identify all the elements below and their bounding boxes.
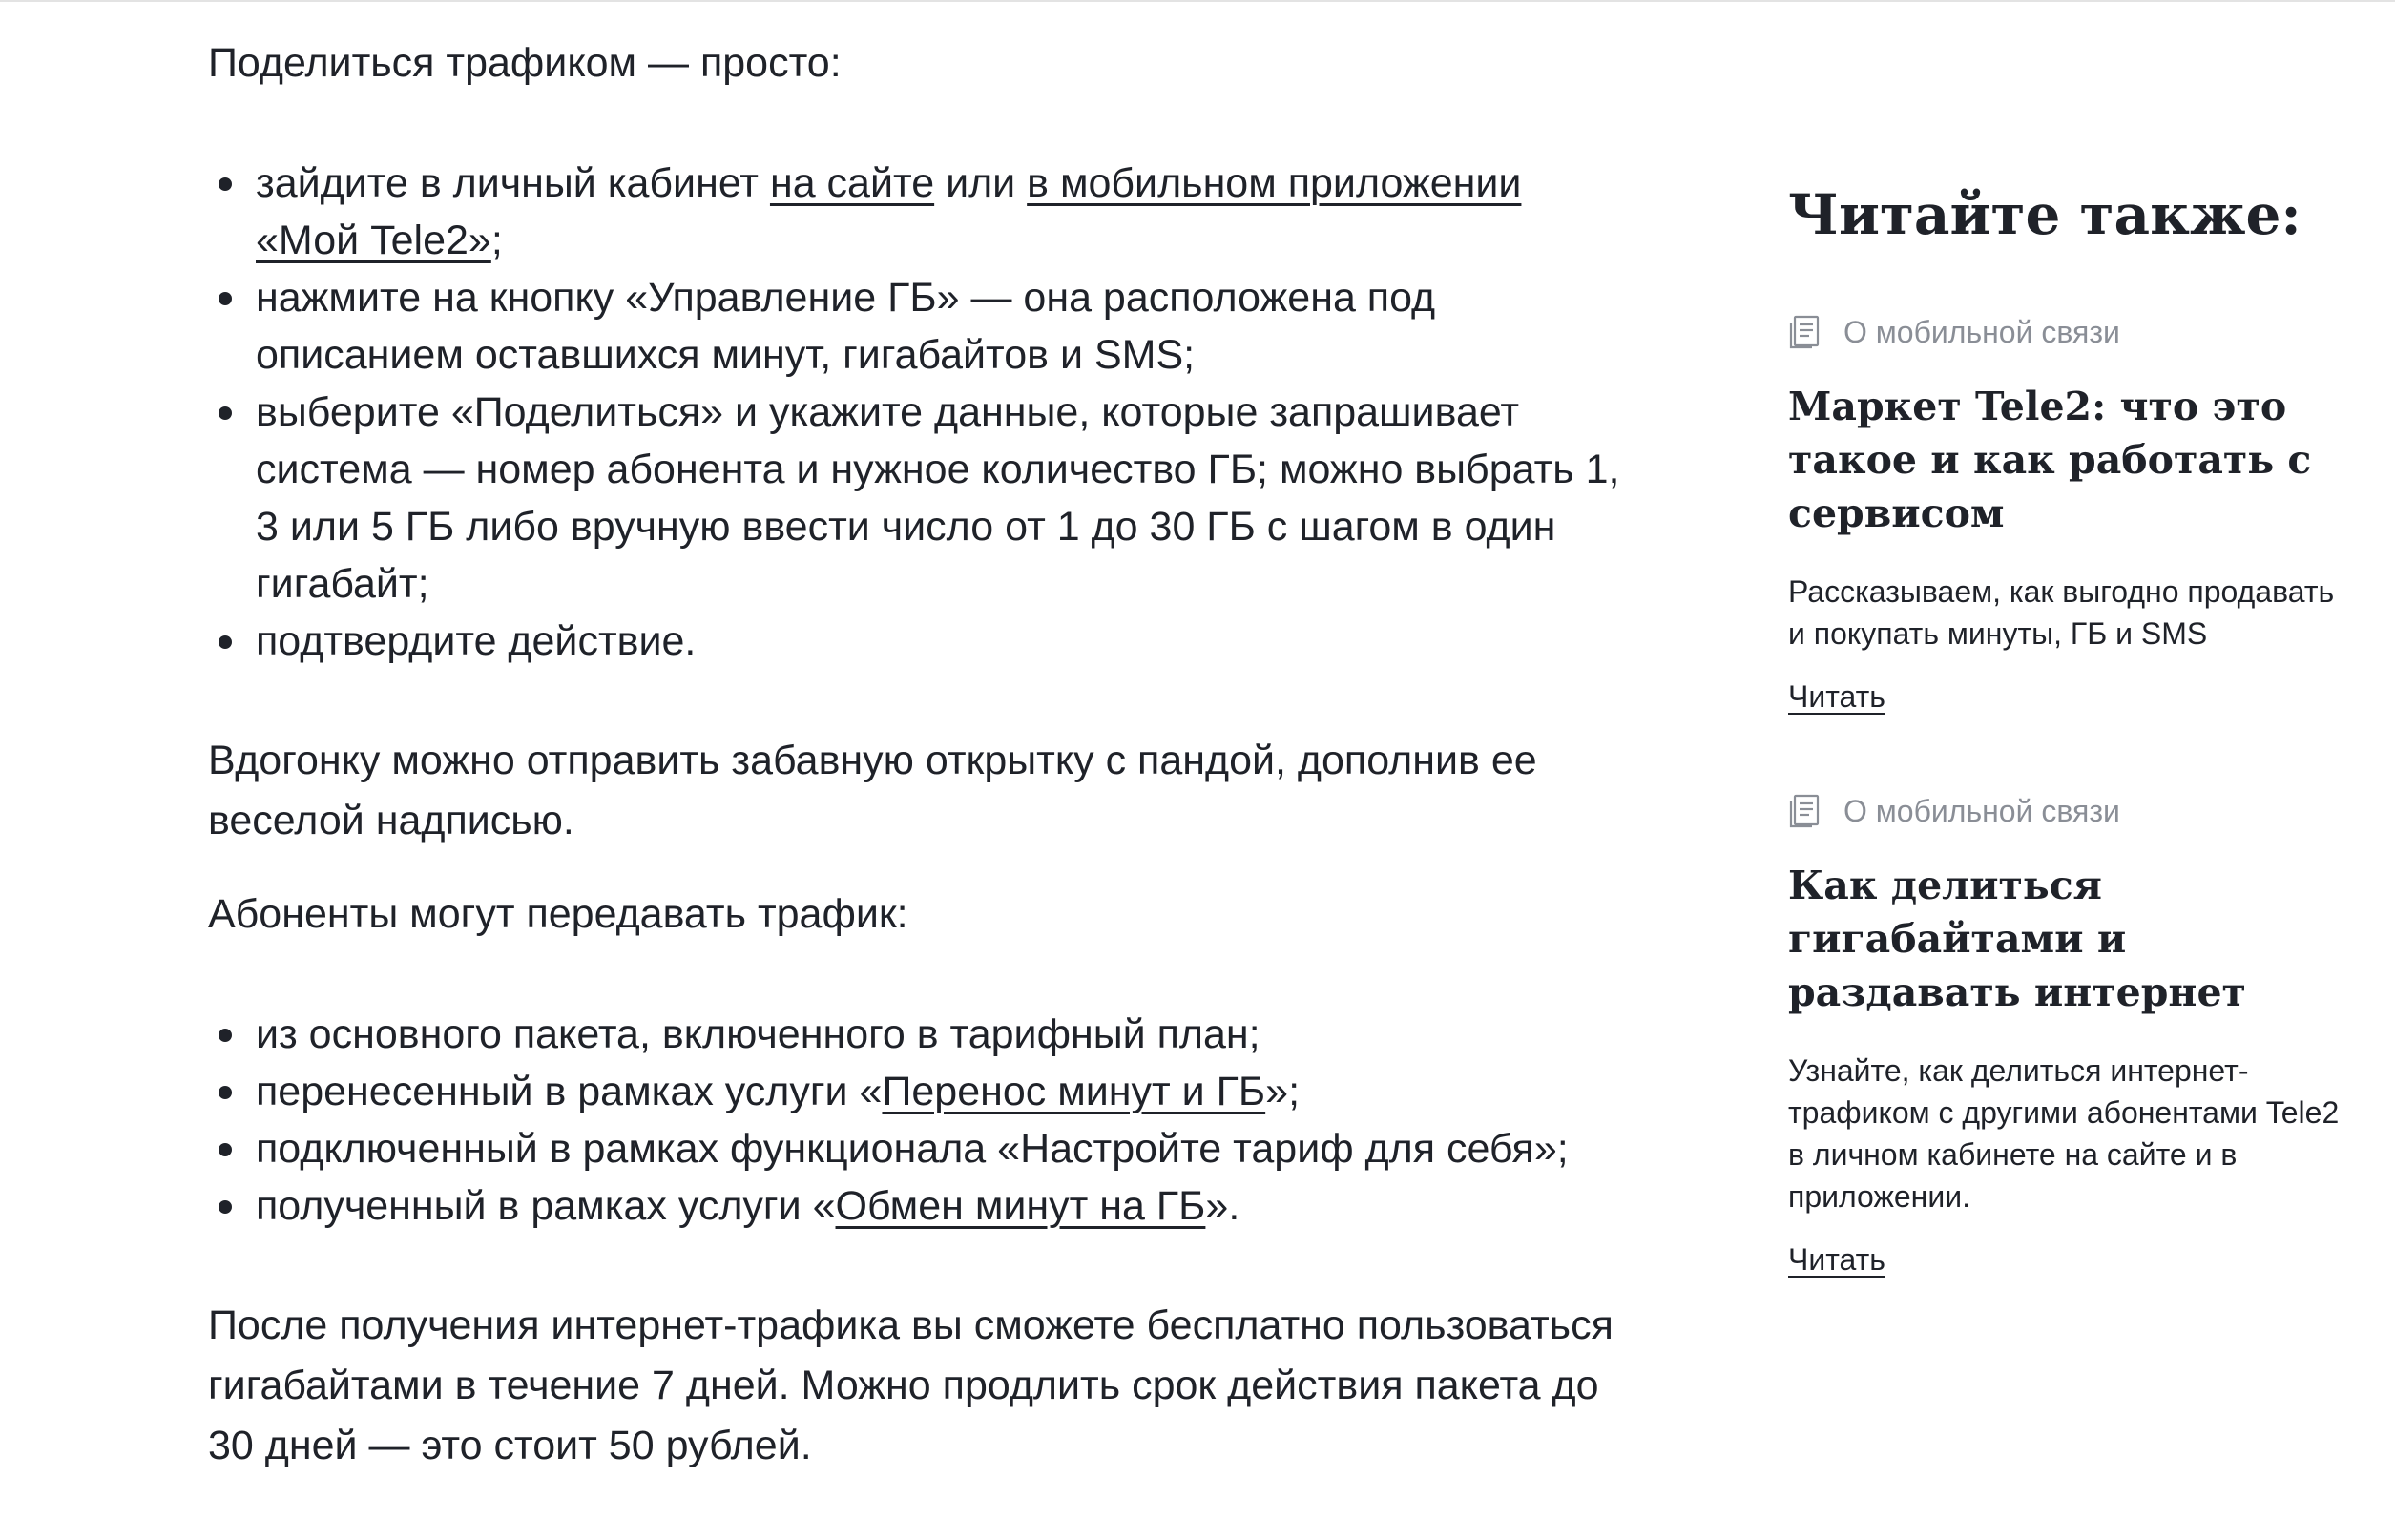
read-link[interactable]: Читать	[1788, 1242, 1885, 1277]
top-divider	[0, 0, 2395, 2]
list-item: перенесенный в рамках услуги «Перенос минут и ГБ»;	[208, 1063, 1620, 1120]
transfer-minutes-gb-link[interactable]: Перенос минут и ГБ	[882, 1069, 1266, 1114]
exchange-minutes-gb-link[interactable]: Обмен минут на ГБ	[835, 1183, 1206, 1229]
related-title: Читайте также:	[1788, 182, 2301, 247]
list-item: зайдите в личный кабинет на сайте или в мобильном приложении «Мой Tele2»;	[208, 155, 1620, 269]
related-card	[1788, 313, 2361, 718]
card-category	[1788, 792, 2361, 830]
spacer	[208, 670, 1620, 731]
transfer-sources-list	[208, 1006, 1620, 1235]
postcard-paragraph: Вдогонку можно отправить забавную открытку с пандой, дополнив ее веселой надписью.	[208, 738, 1537, 843]
read-link[interactable]: Читать	[1788, 679, 1885, 714]
list-item: из основного пакета, включенного в тарифный план;	[208, 1006, 1620, 1063]
validity-paragraph: После получения интернет-трафика вы сможете бесплатно пользоваться гигабайтами в течение 7 дней. Можно продлить срок действия пакета до 30 дней — это стоит 50 рублей.	[208, 1302, 1614, 1468]
transfer-intro: Абоненты могут передавать трафик:	[208, 891, 908, 937]
article-icon	[1788, 314, 1822, 350]
related-card	[1788, 792, 2361, 1280]
site-account-link[interactable]: на сайте	[769, 160, 935, 206]
list-item: нажмите на кнопку «Управление ГБ» — она расположена под описанием оставшихся минут, гигабайтов и SMS;	[208, 269, 1620, 384]
share-intro: Поделиться трафиком — просто:	[208, 40, 842, 86]
spacer	[208, 1235, 1620, 1296]
article-icon	[1788, 793, 1822, 829]
card-category-label: О мобильной связи	[1843, 793, 2120, 828]
mobile-app-link[interactable]: в мобильном приложении «Мой Tele2»	[256, 160, 1522, 263]
card-description: Узнайте, как делиться интернет-трафиком с другими абонентами Tele2 в личном кабинете на сайте и в приложении.	[1788, 1053, 2340, 1214]
card-category	[1788, 313, 2361, 351]
article-body	[208, 34, 1620, 1476]
spacer	[208, 851, 1620, 885]
list-item: подтвердите действие.	[208, 613, 1620, 670]
list-item: полученный в рамках услуги «Обмен минут на ГБ».	[208, 1177, 1620, 1235]
card-category-label: О мобильной связи	[1843, 314, 2120, 349]
related-articles	[1788, 181, 2361, 1355]
list-item: выберите «Поделиться» и укажите данные, которые запрашивает система — номер абонента и нужное количество ГБ; можно выбрать 1, 3 или 5 ГБ либо вручную ввести число от 1 до 30 ГБ с шагом в один гигабайт;	[208, 384, 1620, 613]
list-item: подключенный в рамках функционала «Настройте тариф для себя»;	[208, 1120, 1620, 1177]
card-title[interactable]: Маркет Tele2: что это такое и как работать с сервисом	[1788, 384, 2312, 536]
share-steps-list	[208, 155, 1620, 670]
card-description: Рассказываем, как выгодно продавать и покупать минуты, ГБ и SMS	[1788, 574, 2335, 651]
card-title[interactable]: Как делиться гигабайтами и раздавать интернет	[1788, 863, 2246, 1015]
